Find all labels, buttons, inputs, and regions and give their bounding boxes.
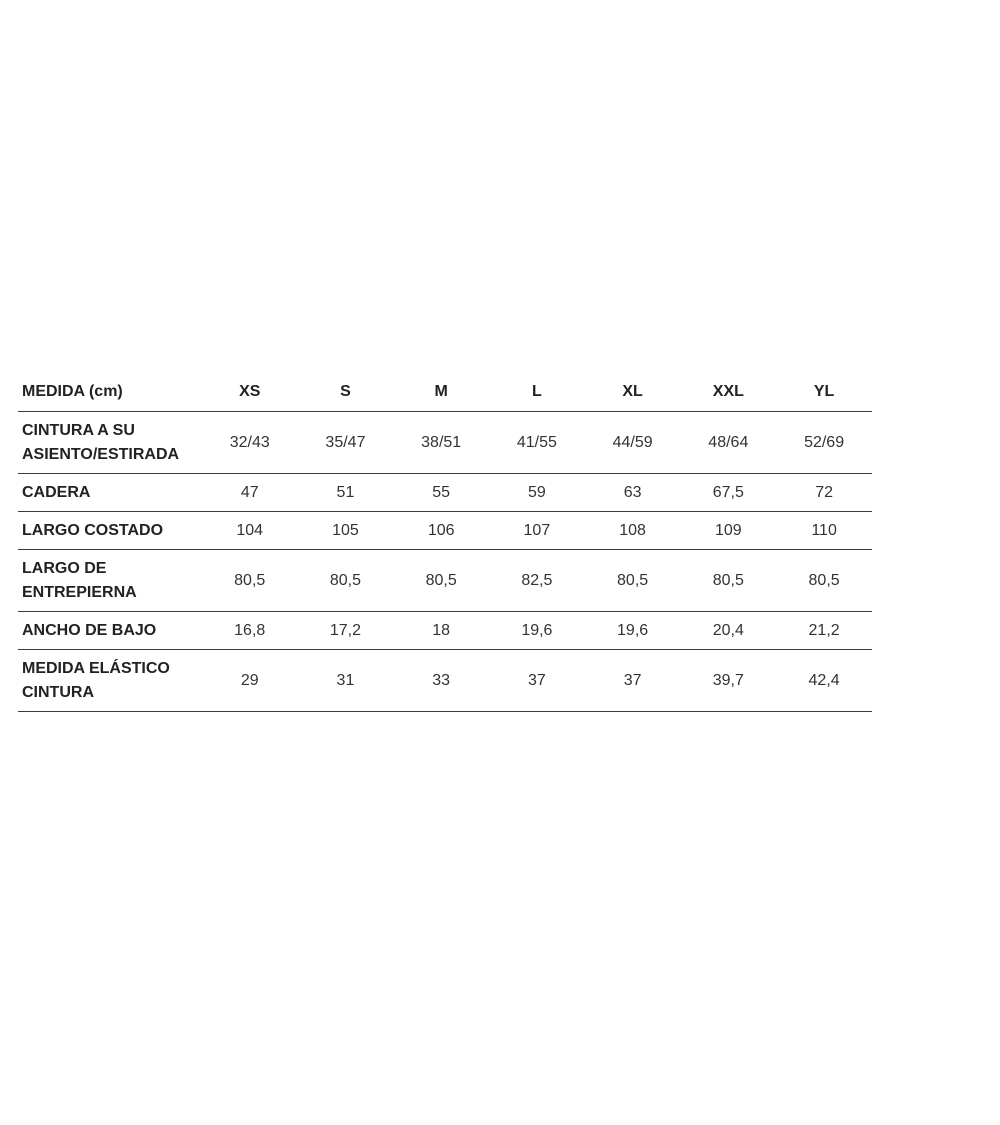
table-cell: 72 <box>776 474 872 512</box>
header-measure-label: MEDIDA (cm) <box>18 373 202 412</box>
table-cell: 31 <box>298 650 394 712</box>
table-cell: 21,2 <box>776 612 872 650</box>
table-cell: 32/43 <box>202 412 298 474</box>
table-cell: 80,5 <box>393 550 489 612</box>
table-row-elastico-cintura <box>18 650 872 712</box>
table-cell: 108 <box>585 512 681 550</box>
table-row-cintura <box>18 412 872 474</box>
table-cell: 67,5 <box>680 474 776 512</box>
table-cell: 44/59 <box>585 412 681 474</box>
table-cell: 105 <box>298 512 394 550</box>
table-cell: 33 <box>393 650 489 712</box>
row-label-line: ASIENTO/ESTIRADA <box>22 445 180 463</box>
table-cell: 109 <box>680 512 776 550</box>
header-size-s: S <box>298 373 394 412</box>
table-cell: 51 <box>298 474 394 512</box>
row-label: ANCHO DE BAJO <box>18 612 202 650</box>
table-cell: 104 <box>202 512 298 550</box>
size-chart-table <box>18 373 872 712</box>
header-size-l: L <box>489 373 585 412</box>
table-cell: 48/64 <box>680 412 776 474</box>
table-cell: 17,2 <box>298 612 394 650</box>
table-cell: 80,5 <box>776 550 872 612</box>
table-cell: 41/55 <box>489 412 585 474</box>
header-size-xxl: XXL <box>680 373 776 412</box>
table-cell: 19,6 <box>489 612 585 650</box>
table-cell: 29 <box>202 650 298 712</box>
table-cell: 19,6 <box>585 612 681 650</box>
table-cell: 80,5 <box>680 550 776 612</box>
table-cell: 82,5 <box>489 550 585 612</box>
table-cell: 47 <box>202 474 298 512</box>
header-size-xl: XL <box>585 373 681 412</box>
table-cell: 42,4 <box>776 650 872 712</box>
row-label <box>18 650 202 712</box>
table-cell: 39,7 <box>680 650 776 712</box>
table-header-row <box>18 373 872 412</box>
header-size-m: M <box>393 373 489 412</box>
table-cell: 52/69 <box>776 412 872 474</box>
table-row-cadera <box>18 474 872 512</box>
table-cell: 80,5 <box>298 550 394 612</box>
row-label-line: LARGO DE <box>22 559 107 577</box>
row-label-line: ENTREPIERNA <box>22 583 137 601</box>
row-label <box>18 550 202 612</box>
table-cell: 16,8 <box>202 612 298 650</box>
table-cell: 110 <box>776 512 872 550</box>
table-cell: 63 <box>585 474 681 512</box>
table-cell: 55 <box>393 474 489 512</box>
table-row-largo-entrepierna <box>18 550 872 612</box>
row-label <box>18 412 202 474</box>
table-cell: 37 <box>489 650 585 712</box>
table-cell: 35/47 <box>298 412 394 474</box>
table-cell: 80,5 <box>202 550 298 612</box>
header-size-yl: YL <box>776 373 872 412</box>
table-cell: 20,4 <box>680 612 776 650</box>
row-label-line: CINTURA A SU <box>22 421 135 439</box>
header-size-xs: XS <box>202 373 298 412</box>
table-cell: 37 <box>585 650 681 712</box>
table-cell: 38/51 <box>393 412 489 474</box>
table-cell: 80,5 <box>585 550 681 612</box>
table-cell: 106 <box>393 512 489 550</box>
row-label: LARGO COSTADO <box>18 512 202 550</box>
table-row-ancho-bajo <box>18 612 872 650</box>
table-cell: 18 <box>393 612 489 650</box>
table-cell: 107 <box>489 512 585 550</box>
table-row-largo-costado <box>18 512 872 550</box>
row-label: CADERA <box>18 474 202 512</box>
row-label-line: CINTURA <box>22 683 94 701</box>
row-label-line: MEDIDA ELÁSTICO <box>22 659 170 677</box>
table-cell: 59 <box>489 474 585 512</box>
